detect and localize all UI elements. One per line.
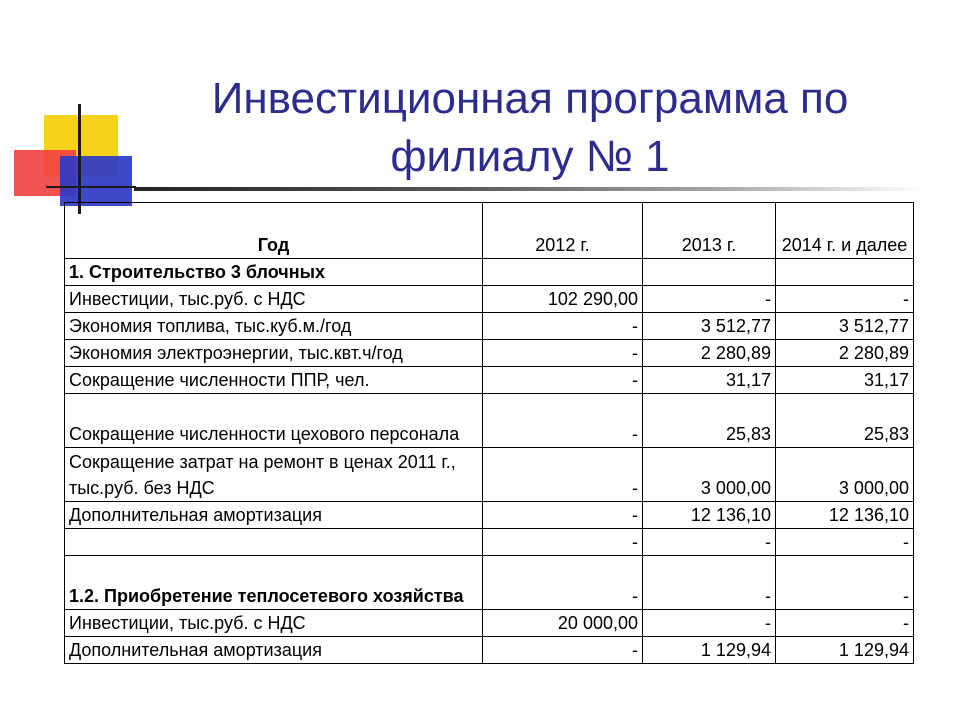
- table-row: [65, 529, 914, 556]
- title-line-1: Инвестиционная программа по: [211, 74, 849, 123]
- row-value-2013: [643, 259, 776, 286]
- row-value-2012: -: [483, 367, 643, 394]
- decorative-horizontal-line: [46, 186, 136, 188]
- header-2013: 2013 г.: [643, 203, 776, 259]
- row-value-2014: 3 512,77: [776, 313, 914, 340]
- table-header-row: [65, 203, 914, 259]
- row-value-2014: -: [776, 286, 914, 313]
- table-row: [65, 340, 914, 367]
- row-value-2014: 25,83: [776, 394, 914, 448]
- row-value-2013: 31,17: [643, 367, 776, 394]
- row-label: Экономия топлива, тыс.куб.м./год: [65, 313, 483, 340]
- row-value-2013: -: [643, 286, 776, 313]
- table-row: [65, 367, 914, 394]
- row-value-2012: -: [483, 529, 643, 556]
- table-row: [65, 637, 914, 664]
- investment-table: [64, 202, 914, 664]
- decorative-blue-square: [60, 156, 132, 206]
- row-value-2014: 3 000,00: [776, 448, 914, 502]
- table-row: [65, 286, 914, 313]
- table-row: [65, 259, 914, 286]
- table-row: [65, 502, 914, 529]
- row-value-2014: -: [776, 556, 914, 610]
- row-value-2014: 1 129,94: [776, 637, 914, 664]
- row-label: 1.2. Приобретение теплосетевого хозяйства: [65, 556, 483, 610]
- row-label: Дополнительная амортизация: [65, 502, 483, 529]
- row-label: Сокращение затрат на ремонт в ценах 2011 г., тыс.руб. без НДС: [65, 448, 483, 502]
- row-value-2014: -: [776, 610, 914, 637]
- row-label: 1. Строительство 3 блочных: [65, 259, 483, 286]
- row-value-2013: 3 512,77: [643, 313, 776, 340]
- row-value-2012: -: [483, 394, 643, 448]
- header-2012: 2012 г.: [483, 203, 643, 259]
- row-value-2014: -: [776, 529, 914, 556]
- row-value-2013: 1 129,94: [643, 637, 776, 664]
- header-2014-and-later: 2014 г. и далее: [776, 203, 914, 259]
- row-value-2012: -: [483, 502, 643, 529]
- header-year: Год: [65, 203, 483, 259]
- table-row: [65, 610, 914, 637]
- row-value-2012: 20 000,00: [483, 610, 643, 637]
- slide-title: [150, 70, 910, 186]
- row-value-2013: -: [643, 529, 776, 556]
- row-value-2014: [776, 259, 914, 286]
- row-value-2012: 102 290,00: [483, 286, 643, 313]
- row-label: Дополнительная амортизация: [65, 637, 483, 664]
- row-value-2013: -: [643, 610, 776, 637]
- row-value-2013: -: [643, 556, 776, 610]
- row-value-2012: -: [483, 448, 643, 502]
- row-value-2014: 12 136,10: [776, 502, 914, 529]
- row-label: Инвестиции, тыс.руб. с НДС: [65, 610, 483, 637]
- table-row: [65, 394, 914, 448]
- row-value-2012: [483, 259, 643, 286]
- row-label: Сокращение численности ППР, чел.: [65, 367, 483, 394]
- title-underline-rule: [134, 187, 924, 191]
- row-value-2013: 2 280,89: [643, 340, 776, 367]
- row-value-2012: -: [483, 340, 643, 367]
- row-value-2012: -: [483, 637, 643, 664]
- row-value-2012: -: [483, 556, 643, 610]
- row-value-2013: 25,83: [643, 394, 776, 448]
- row-label: [65, 529, 483, 556]
- row-value-2013: 12 136,10: [643, 502, 776, 529]
- title-line-2: филиалу № 1: [390, 132, 670, 181]
- row-label: Экономия электроэнергии, тыс.квт.ч/год: [65, 340, 483, 367]
- row-label: Сокращение численности цехового персонала: [65, 394, 483, 448]
- row-value-2012: -: [483, 313, 643, 340]
- row-label: Инвестиции, тыс.руб. с НДС: [65, 286, 483, 313]
- decorative-vertical-line: [78, 104, 81, 214]
- table-row: [65, 448, 914, 502]
- table-row: [65, 313, 914, 340]
- table-row: [65, 556, 914, 610]
- row-value-2014: 31,17: [776, 367, 914, 394]
- row-value-2013: 3 000,00: [643, 448, 776, 502]
- row-value-2014: 2 280,89: [776, 340, 914, 367]
